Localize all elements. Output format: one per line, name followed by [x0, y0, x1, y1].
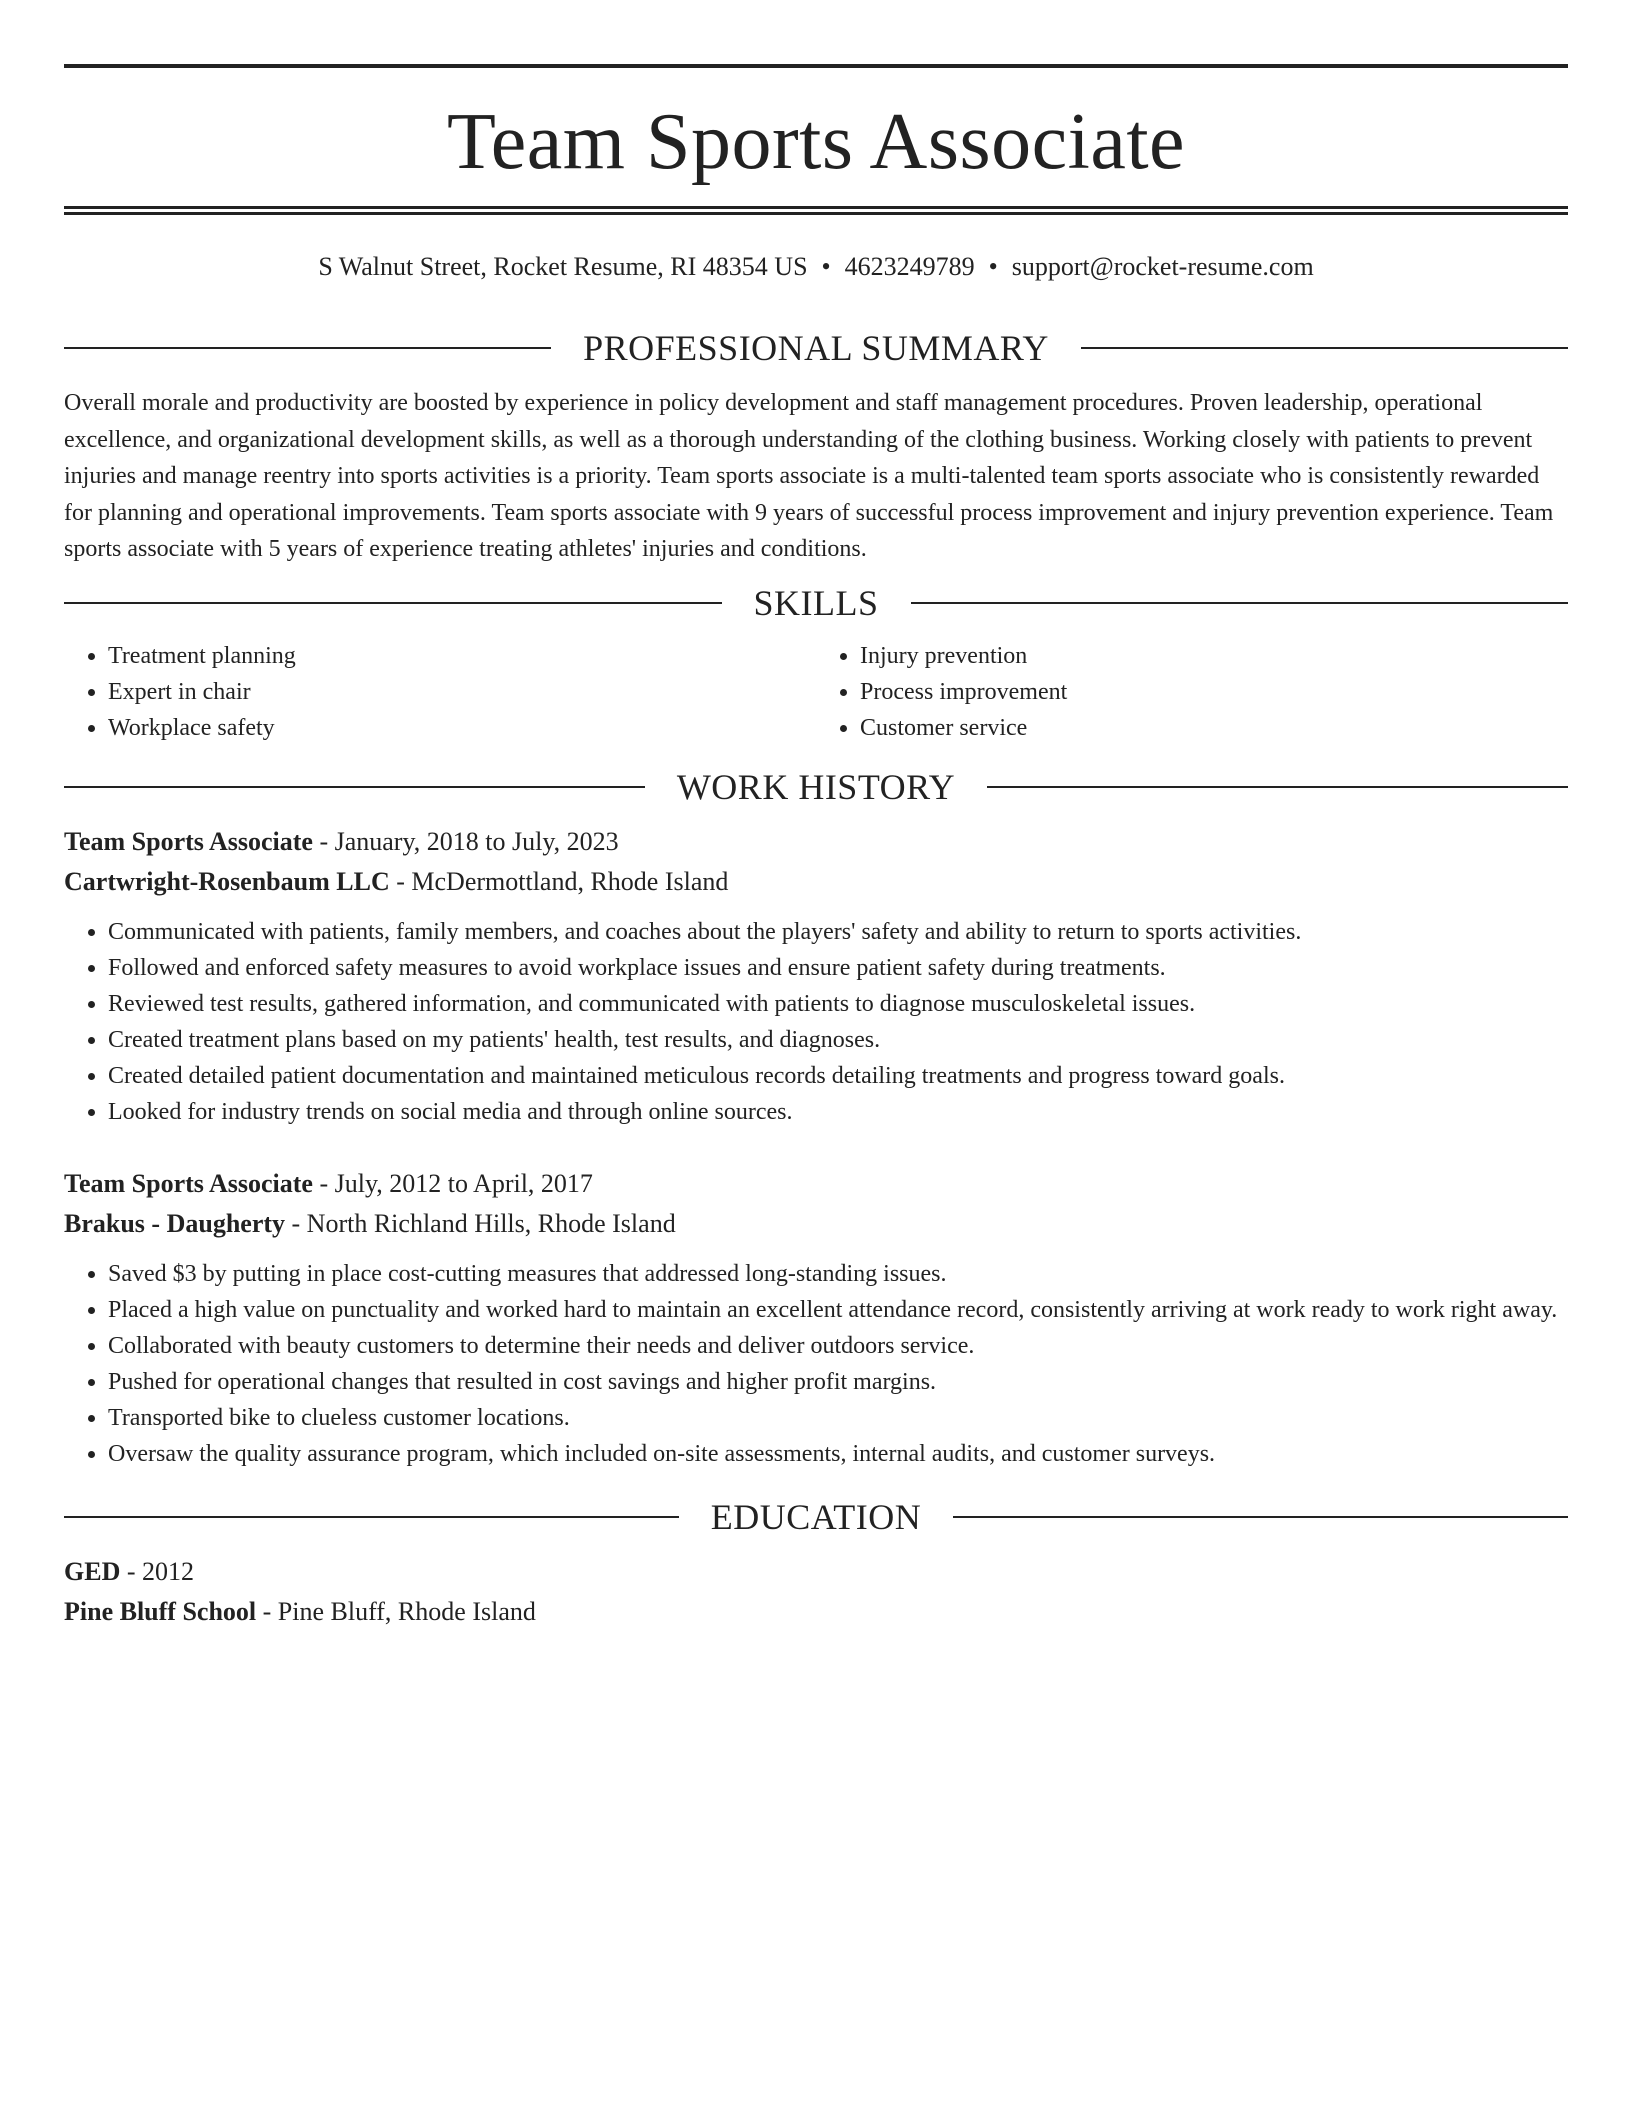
section-header-work — [64, 762, 1568, 812]
job-bullet: • Collaborated with beauty customers to determine their needs and deliver outdoors service. — [108, 1328, 1568, 1364]
job-bullet: • Created detailed patient documentation and maintained meticulous records detailing treatments and progress toward goals. — [108, 1058, 1568, 1094]
education-location: - Pine Bluff, Rhode Island — [256, 1596, 536, 1626]
job-dates: - July, 2012 to April, 2017 — [312, 1168, 593, 1198]
section-title: WORK HISTORY — [676, 766, 956, 807]
summary-text: Overall morale and productivity are boosted by experience in policy development and staff management procedures. Proven leadership, operational excellence, and organizational development skills, as well as a thorough understanding of the clothing business. Working closely with patients to prevent injuries and manage reentry into sports activities is a priority. Team sports associate is a multi-talented team sports associate who is consistently rewarded for planning and operational improvements. Team sports associate with 9 years of successful process improvement and injury prevention experience. Team sports associate with 5 years of experience treating athletes' injuries and conditions. — [64, 390, 1554, 562]
job-company: Cartwright-Rosenbaum LLC — [64, 866, 390, 896]
education-entry — [64, 1552, 1568, 1632]
section-header-summary — [64, 323, 1568, 373]
job-bullet: • Oversaw the quality assurance program, which included on-site assessments, internal audits, and customer surveys. — [108, 1436, 1568, 1472]
job-bullet: • Reviewed test results, gathered information, and communicated with patients to diagnose musculoskeletal issues. — [108, 986, 1568, 1022]
skill-item: • Injury prevention — [860, 638, 1568, 674]
education-degree: GED — [64, 1556, 121, 1586]
job-title-line — [64, 822, 1568, 862]
section-header-skills — [64, 578, 1568, 628]
divider-line — [64, 602, 722, 604]
contact-address: S Walnut Street, Rocket Resume, RI 48354 US — [318, 252, 808, 281]
job-company-line — [64, 862, 1568, 902]
job-bullet: • Placed a high value on punctuality and worked hard to maintain an excellent attendance record, consistently arriving at work ready to work right away. — [108, 1292, 1568, 1328]
resume-name: Team Sports Associate — [446, 98, 1186, 186]
job-title: Team Sports Associate — [64, 826, 313, 856]
skill-item: • Customer service — [860, 710, 1568, 746]
education-year: - 2012 — [120, 1556, 195, 1586]
section-title: PROFESSIONAL SUMMARY — [583, 328, 1049, 368]
divider-line — [64, 786, 645, 788]
education-degree-line — [64, 1552, 1568, 1592]
contact-line — [64, 247, 1568, 287]
job-company: Brakus - Daugherty — [64, 1208, 286, 1238]
job-bullet: • Created treatment plans based on my patients' health, test results, and diagnoses. — [108, 1022, 1568, 1058]
job-location: - North Richland Hills, Rhode Island — [285, 1208, 676, 1238]
skill-item: • Workplace safety — [108, 710, 816, 746]
job-bullets — [64, 1256, 1568, 1472]
header-double-rule — [64, 206, 1568, 215]
job-company-line — [64, 1204, 1568, 1244]
skills-column-right — [816, 638, 1568, 746]
section-title: SKILLS — [753, 582, 879, 623]
contact-email: support@rocket-resume.com — [1011, 252, 1314, 281]
job-bullet: • Saved $3 by putting in place cost-cutting measures that addressed long-standing issues. — [108, 1256, 1568, 1292]
skill-item: • Treatment planning — [108, 638, 816, 674]
job-bullet: • Looked for industry trends on social media and through online sources. — [108, 1094, 1568, 1130]
job-entry — [64, 1164, 1568, 1472]
section-header-education — [64, 1492, 1568, 1542]
skills-column-left — [64, 638, 816, 746]
job-bullet: • Communicated with patients, family members, and coaches about the players' safety and ability to return to sports activities. — [108, 914, 1568, 950]
contact-separator: • — [821, 252, 831, 281]
job-dates: - January, 2018 to July, 2023 — [312, 826, 619, 856]
skills-list — [64, 638, 1568, 746]
job-title: Team Sports Associate — [64, 1168, 313, 1198]
job-bullet: • Followed and enforced safety measures to avoid workplace issues and ensure patient safety during treatments. — [108, 950, 1568, 986]
divider-line — [987, 786, 1568, 788]
job-bullet: • Pushed for operational changes that resulted in cost savings and higher profit margins. — [108, 1364, 1568, 1400]
divider-line — [1081, 347, 1568, 349]
divider-line — [64, 1516, 679, 1518]
skill-item: • Process improvement — [860, 674, 1568, 710]
section-title: EDUCATION — [710, 1496, 922, 1537]
job-bullets — [64, 914, 1568, 1130]
divider-line — [911, 602, 1569, 604]
contact-phone: 4623249789 — [844, 252, 975, 281]
job-entry — [64, 822, 1568, 1130]
skill-item: • Expert in chair — [108, 674, 816, 710]
header-top-rule — [64, 64, 1568, 68]
job-bullet: • Transported bike to clueless customer locations. — [108, 1400, 1568, 1436]
divider-line — [953, 1516, 1568, 1518]
job-location: - McDermottland, Rhode Island — [389, 866, 729, 896]
education-school: Pine Bluff School — [64, 1596, 257, 1626]
job-title-line — [64, 1164, 1568, 1204]
education-school-line — [64, 1592, 1568, 1632]
resume-page — [64, 64, 1568, 1632]
divider-line — [64, 347, 551, 349]
contact-separator: • — [988, 252, 998, 281]
